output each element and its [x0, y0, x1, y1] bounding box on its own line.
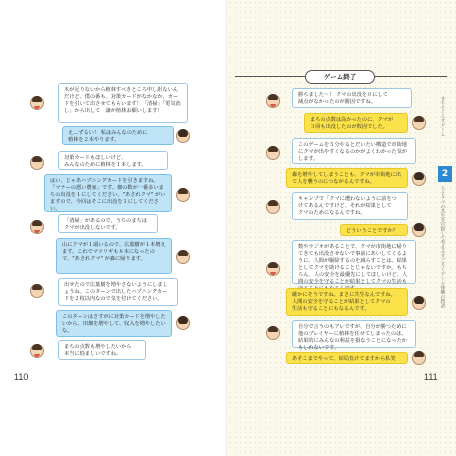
avatar [412, 172, 426, 186]
avatar [30, 284, 44, 298]
avatar [266, 200, 280, 214]
speech-bubble: このターンはさすがに対策カードを増やしたいから、田畑を増やして、収入を増やしたいな。 [56, 310, 172, 337]
avatar [266, 262, 280, 276]
speech-bubble: このゲームを５分やるとだいたい構造で市街地にクマが出やすくなるのかがよくわかった気がします。 [292, 138, 416, 164]
avatar [266, 326, 280, 340]
section-title: ゲーム終了 [305, 70, 375, 84]
avatar [412, 296, 426, 310]
speech-bubble: まちの点数は高かったのに、クマが ３回も出没したのが敗因でした。 [304, 113, 408, 133]
speech-bubble: 対策カードもほしいけど、 みんなのために植林を１本します。 [58, 151, 168, 170]
speech-bubble: 勝ちました～！ クマの出没を０にして 減点がなかったのが勝因ですね。 [292, 88, 412, 108]
avatar [266, 94, 280, 108]
speech-bubble: え…ずるい！ 私はみんなのために 植林を２本やります。 [62, 126, 174, 145]
speech-bubble: 出せたので広葉樹を増やさないようにしましょうね。このターンで出したハプニングカードを２枚以内なので気を付けてください。 [58, 278, 178, 306]
speech-bubble: まちの点数も増やしたいから 本当に悩ましいですね。 [58, 340, 146, 360]
avatar [176, 188, 190, 202]
side-caption: まちとくらすゲーム [440, 96, 445, 137]
page-number: 111 [424, 372, 438, 382]
side-caption-sub: 人とクマの共生を目指して考えるすごろくゲーム体験の物語 [440, 186, 445, 308]
avatar [266, 146, 280, 160]
speech-bubble: 「清掃」があるので、うちのまちは クマが出没しないです。 [58, 214, 158, 233]
speech-bubble: どういうことですか？ [340, 224, 408, 236]
speech-bubble: 森を増やしてしまうことも、クマが市街地に出 て人を襲うのにつながるんですね。 [286, 168, 408, 188]
speech-bubble: 木が足りないから植林すべきところ申し訳ないんだけど、僕の番も。対策カードがなかなか、カードを引いて出させてもらいます！「清掃」「電気消し」から出して 譲が植林お願いします！ [58, 83, 188, 123]
page-number: 110 [14, 372, 29, 382]
speech-bubble: 数やラジオがあることで、クマが市街地に帰りてきても出没させないで事前にあいしてくるように、人間が駆除するのを減らすことは、結果としてクマを助けることじゃないですか。もちろん、人の安全を最優先にしてほしいけど、人間の安全を守ることが結果としてクマの生活も [292, 240, 416, 284]
avatar [412, 116, 426, 130]
speech-bubble: 自分で言うのもアレですが、自分が勝つために他のプレイヤーに植林を任せてしまったのは、結果的にみんなの利益を損なうことになったかもしれないです。 [292, 320, 416, 348]
avatar [412, 223, 426, 237]
section-header [235, 70, 447, 84]
avatar [176, 129, 190, 143]
chapter-tab: 2 [438, 166, 452, 182]
avatar [412, 351, 426, 365]
speech-bubble: 山にクマが１頭いるので、広葉樹が１本増えます。これでマツリギも８本になったので、"あされクマ" が森に帰ります。 [56, 238, 172, 274]
avatar [30, 156, 44, 170]
speech-bubble: あそこまでやって、結局負けてますから私笑 [286, 352, 408, 364]
avatar [30, 344, 44, 358]
speech-bubble: 確かにそうですね。まさに共生なんですね。 人間の安全を守ることが結果としてクマの 生活も守ることにもなるんです。 [286, 288, 408, 316]
avatar [176, 250, 190, 264]
avatar [30, 220, 44, 234]
avatar [30, 96, 44, 110]
speech-bubble: はい、じゃあハプニングカードを引きますね。「マナーの悪い農家」です。畑の数が一番多いまちの出没を１にしてください。"あされクマ" がいますので、今回はそこに出没を１にしてください。 [44, 174, 172, 212]
speech-bubble: キャンプで「クマに遭わないように前をつ けてあるんですけど、それが結果として クマのためになるんですね。 [292, 192, 408, 220]
avatar [176, 316, 190, 330]
